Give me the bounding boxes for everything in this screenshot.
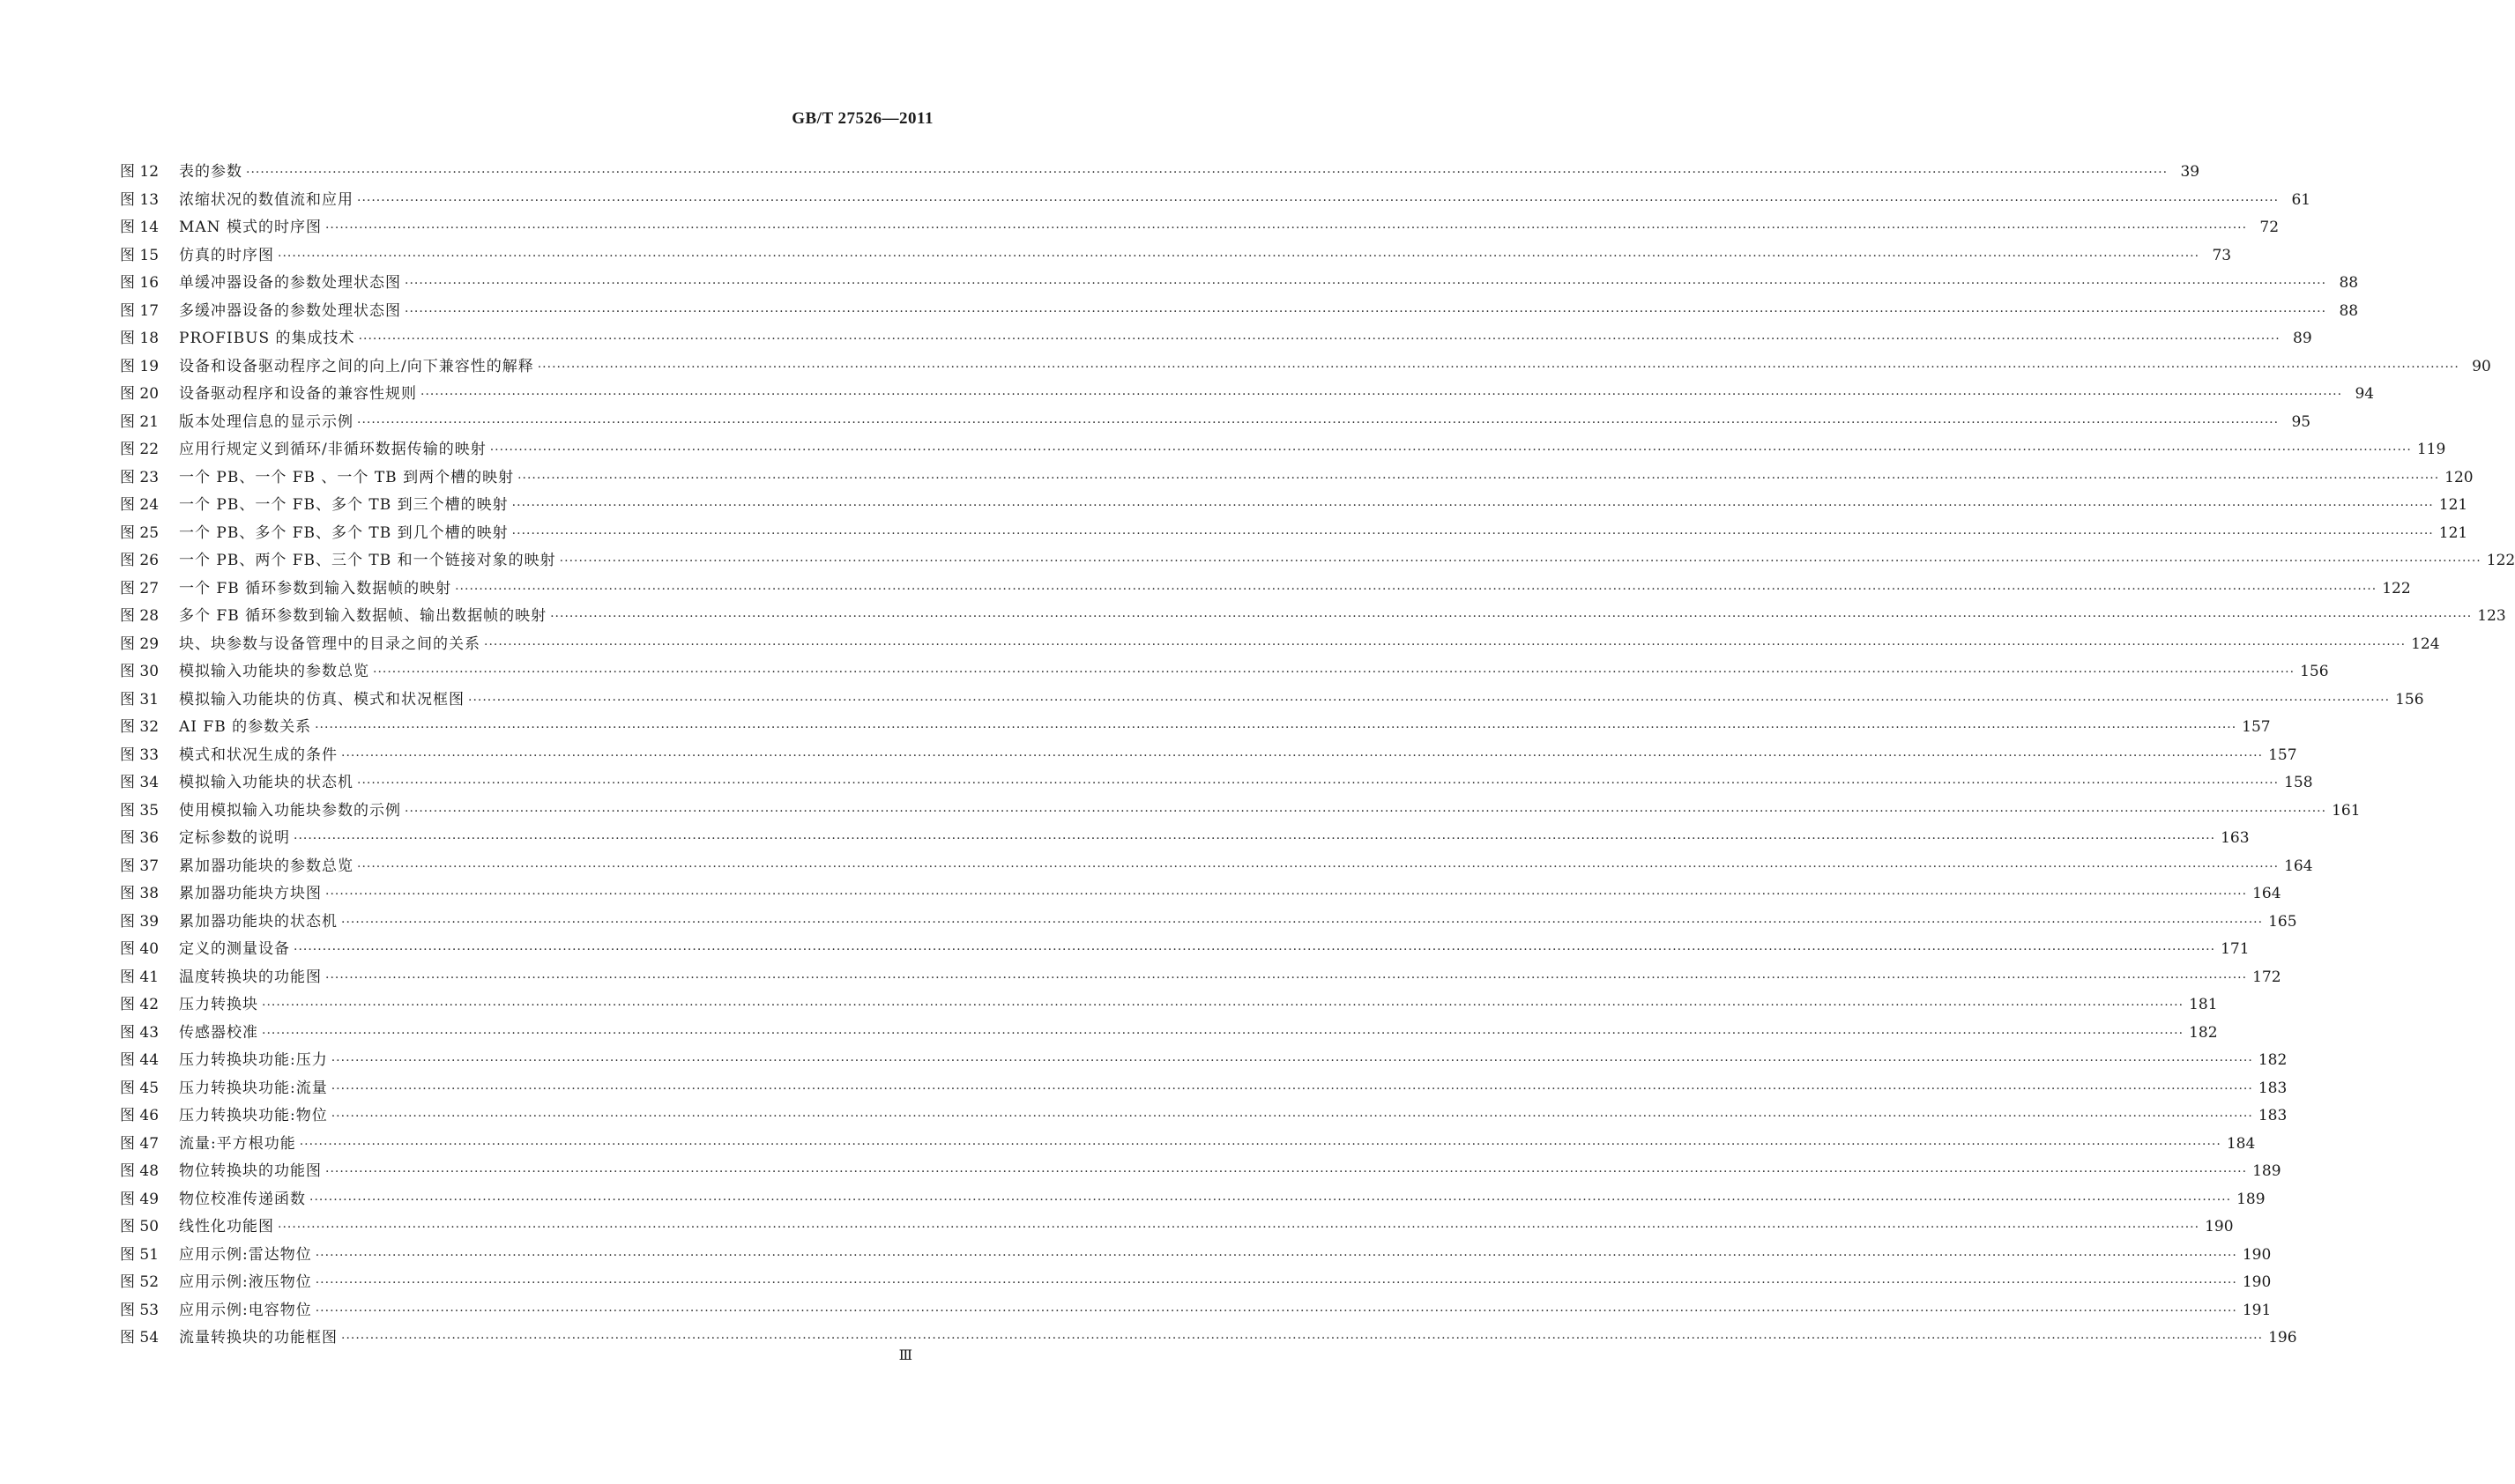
page-number-ref: 121 (2438, 523, 2468, 542)
dot-leader: ················································································································································································································································································································································································································ (405, 304, 2327, 319)
toc-entry[interactable] (120, 187, 2311, 215)
dot-leader: ················································································································································································································································································································································································································ (315, 1276, 2237, 1290)
figure-title: 定义的测量设备 (179, 940, 290, 958)
page-number-ref: 165 (2268, 912, 2297, 931)
dot-leader: ················································································································································································································································································································································································································ (315, 721, 2237, 735)
page-number-ref: 122 (2382, 579, 2411, 597)
dot-leader: ················································································································································································································································································································································································································ (420, 388, 2343, 402)
dot-leader: ················································································································································································································································································································································································································ (559, 554, 2482, 568)
page-number-ref: 171 (2221, 940, 2250, 958)
dot-leader: ················································································································································································································································································································································································································ (405, 277, 2327, 291)
page-number-ref: 157 (2268, 746, 2297, 764)
figure-label: 图 17 (120, 301, 160, 320)
figure-label: 图 35 (120, 801, 160, 820)
toc-entry[interactable] (120, 492, 2468, 520)
dot-leader: ················································································································································································································································································································································································································ (246, 166, 2169, 180)
page-number-ref: 89 (2293, 330, 2312, 347)
dot-leader: ················································································································································································································································································································································································································ (331, 1054, 2253, 1068)
page-number-ref: 190 (2242, 1245, 2272, 1264)
page-number-ref: 189 (2252, 1162, 2281, 1180)
page-number-ref: 181 (2189, 996, 2218, 1013)
figure-label: 图 46 (120, 1107, 160, 1124)
page-number-ref: 183 (2258, 1079, 2288, 1097)
dot-leader: ················································································································································································································································································································································································································ (294, 832, 2216, 846)
figure-label: 图 51 (120, 1245, 160, 1264)
figure-title: 单缓冲器设备的参数处理状态图 (179, 274, 401, 292)
figure-title: 模拟输入功能块的参数总览 (179, 663, 369, 680)
figure-label: 图 26 (120, 552, 160, 569)
page-number-ref: 182 (2258, 1051, 2288, 1069)
page-number-ref: 156 (2395, 690, 2424, 709)
page-number-ref: 182 (2189, 1023, 2218, 1042)
dot-leader: ················································································································································································································································································································································································································ (511, 526, 2434, 541)
figure-title: 应用示例:液压物位 (179, 1273, 312, 1291)
toc-entry[interactable] (120, 409, 2311, 437)
toc-entry[interactable] (120, 1020, 2218, 1048)
figure-label: 图 39 (120, 912, 160, 931)
dot-leader: ················································································································································································································································································································································································································ (405, 804, 2327, 819)
dot-leader: ················································································································································································································································································································································································································ (325, 970, 2248, 985)
dot-leader: ················································································································································································································································································································································································································ (278, 249, 2200, 263)
dot-leader: ················································································································································································································································································································································································································ (517, 471, 2440, 486)
page-number-ref: 119 (2416, 441, 2446, 458)
page-number-ref: 121 (2438, 496, 2468, 514)
dot-leader: ················································································································································································································································································································································································································ (341, 915, 2264, 930)
toc-entry[interactable] (120, 631, 2440, 659)
page-number-ref: 94 (2355, 385, 2375, 403)
dot-leader: ················································································································································································································································································································································································································ (550, 610, 2473, 624)
figure-title: 模式和状况生成的条件 (179, 746, 338, 764)
dot-leader: ················································································································································································································································································································································································································ (278, 1221, 2200, 1235)
figure-label: 图 22 (120, 441, 160, 458)
dot-leader: ················································································································································································································································································································································································································ (331, 1109, 2253, 1124)
figure-label: 图 54 (120, 1329, 160, 1347)
figure-title: 多个 FB 循环参数到输入数据帧、输出数据帧的映射 (179, 607, 547, 625)
page-number-ref: 39 (2180, 163, 2200, 181)
figure-label: 图 29 (120, 634, 160, 653)
figure-label: 图 19 (120, 357, 160, 375)
toc-entry[interactable] (120, 436, 2446, 464)
dot-leader: ················································································································································································································································································································································································································ (511, 499, 2434, 513)
figure-label: 图 38 (120, 885, 160, 902)
figure-label: 图 40 (120, 940, 160, 958)
page-number-ref: 95 (2291, 412, 2311, 431)
figure-title: 一个 PB、一个 FB、多个 TB 到三个槽的映射 (179, 496, 509, 514)
figure-title: 压力转换块功能:物位 (179, 1107, 328, 1124)
toc-entry[interactable] (120, 575, 2411, 604)
figure-label: 图 49 (120, 1190, 160, 1208)
figure-title: 线性化功能图 (179, 1218, 274, 1235)
figure-label: 图 13 (120, 190, 160, 209)
toc-entry[interactable] (120, 1324, 2297, 1353)
dot-leader: ················································································································································································································································································································································································································ (341, 748, 2264, 763)
toc-entry[interactable] (120, 464, 2474, 493)
figure-title: 累加器功能块的状态机 (179, 912, 338, 931)
figure-title: 累加器功能块方块图 (179, 885, 322, 902)
page-number-ref: 88 (2339, 301, 2359, 320)
dot-leader: ················································································································································································································································································································································································································ (455, 582, 2377, 597)
page-number-ref: 164 (2252, 885, 2281, 902)
toc-entry[interactable] (120, 242, 2232, 271)
toc-entry[interactable] (120, 1102, 2288, 1131)
figure-label: 图 52 (120, 1273, 160, 1291)
figure-title: 物位转换块的功能图 (179, 1162, 322, 1180)
figure-label: 图 37 (120, 857, 160, 875)
figure-title: 一个 PB、一个 FB 、一个 TB 到两个槽的映射 (179, 468, 515, 486)
toc-entry[interactable] (120, 270, 2359, 298)
toc-entry[interactable] (120, 853, 2313, 881)
page-number-ref: 72 (2259, 219, 2280, 236)
dot-leader: ················································································································································································································································································································································································································ (357, 193, 2280, 208)
figure-label: 图 15 (120, 246, 160, 264)
figure-label: 图 47 (120, 1134, 160, 1153)
dot-leader: ················································································································································································································································································································································································································ (325, 1165, 2248, 1179)
toc-entry[interactable] (120, 1186, 2266, 1214)
figure-title: 一个 FB 循环参数到输入数据帧的映射 (179, 579, 452, 597)
figure-label: 图 42 (120, 996, 160, 1013)
figure-title: 模拟输入功能块的状态机 (179, 774, 353, 791)
page-number-ref: 161 (2332, 801, 2361, 820)
toc-entry[interactable] (120, 909, 2297, 937)
figure-title: 压力转换块功能:压力 (179, 1051, 328, 1069)
dot-leader: ················································································································································································································································································································································································································ (331, 1081, 2253, 1096)
page-number-ref: 122 (2486, 552, 2515, 569)
figure-title: 使用模拟输入功能块参数的示例 (179, 801, 401, 820)
toc-entry[interactable] (120, 798, 2361, 826)
figure-label: 图 45 (120, 1079, 160, 1097)
toc-entry[interactable] (120, 1242, 2272, 1270)
dot-leader: ················································································································································································································································································································································································································ (315, 1248, 2237, 1263)
toc-entry[interactable] (120, 325, 2312, 353)
figure-label: 图 31 (120, 690, 160, 709)
page-number-ref: 183 (2258, 1107, 2288, 1124)
page-number-ref: 123 (2477, 607, 2506, 625)
figure-label: 图 12 (120, 163, 160, 181)
figure-label: 图 43 (120, 1023, 160, 1042)
page-number-ref: 189 (2236, 1190, 2266, 1208)
figure-title: 应用示例:电容物位 (179, 1301, 312, 1319)
toc-entry[interactable] (120, 1158, 2281, 1186)
figure-title: MAN 模式的时序图 (179, 219, 322, 236)
dot-leader: ················································································································································································································································································································································································································ (484, 637, 2407, 652)
page-number-ref: 157 (2242, 718, 2271, 736)
figure-label: 图 23 (120, 468, 160, 486)
toc-entry[interactable] (120, 381, 2375, 409)
toc-entry[interactable] (120, 298, 2359, 326)
dot-leader: ················································································································································································································································································································································································································ (373, 665, 2295, 679)
page-number-ref: 172 (2252, 968, 2281, 986)
dot-leader: ················································································································································································································································································································································································································ (294, 943, 2216, 957)
toc-entry[interactable] (120, 547, 2515, 575)
figure-title: 应用行规定义到循环/非循环数据传输的映射 (179, 441, 487, 458)
toc-entry[interactable] (120, 880, 2281, 909)
figure-title: 块、块参数与设备管理中的目录之间的关系 (179, 634, 480, 653)
figure-label: 图 21 (120, 412, 160, 431)
dot-leader: ················································································································································································································································································································································································································ (357, 415, 2280, 430)
figure-title: AI FB 的参数关系 (179, 718, 312, 736)
toc-entry[interactable] (120, 1269, 2272, 1297)
figure-label: 图 16 (120, 274, 160, 292)
toc-entry[interactable] (120, 964, 2281, 992)
dot-leader: ················································································································································································································································································································································································································ (468, 693, 2391, 708)
page-number-ref: 158 (2284, 774, 2313, 791)
page-number-ref: 124 (2411, 634, 2440, 653)
page-number-ref: 196 (2268, 1329, 2297, 1347)
figure-label: 图 27 (120, 579, 160, 597)
page-number: Ⅲ (898, 1348, 912, 1363)
toc-entry[interactable] (120, 714, 2271, 742)
dot-leader: ················································································································································································································································································································································································································ (537, 360, 2459, 375)
toc-entry[interactable] (120, 214, 2280, 242)
figure-label: 图 50 (120, 1218, 160, 1235)
figure-title: 压力转换块功能:流量 (179, 1079, 328, 1097)
toc-entry[interactable] (120, 1075, 2288, 1103)
dot-leader: ················································································································································································································································································································································································································ (341, 1332, 2264, 1346)
figure-label: 图 30 (120, 663, 160, 680)
toc-entry[interactable] (120, 1213, 2234, 1242)
page-number-ref: 190 (2242, 1273, 2272, 1291)
page-number-ref: 88 (2339, 274, 2359, 292)
figure-title: 模拟输入功能块的仿真、模式和状况框图 (179, 690, 465, 709)
figure-title: PROFIBUS 的集成技术 (179, 330, 355, 347)
toc-entry[interactable] (120, 1297, 2272, 1325)
figure-title: 仿真的时序图 (179, 246, 274, 264)
figure-list (120, 159, 2515, 1353)
figure-label: 图 32 (120, 718, 160, 736)
dot-leader: ················································································································································································································································································································································································································ (357, 859, 2280, 874)
toc-entry[interactable] (120, 353, 2491, 382)
toc-entry[interactable] (120, 159, 2200, 187)
toc-entry[interactable] (120, 825, 2250, 853)
dot-leader: ················································································································································································································································································································································································································ (262, 998, 2184, 1013)
dot-leader: ················································································································································································································································································································································································································ (358, 332, 2281, 346)
figure-title: 流量转换块的功能框图 (179, 1329, 338, 1347)
page-number-ref: 73 (2212, 246, 2232, 264)
dot-leader: ················································································································································································································································································································································································································ (309, 1192, 2232, 1207)
figure-label: 图 53 (120, 1301, 160, 1319)
figure-title: 版本处理信息的显示示例 (179, 412, 353, 431)
page-number-ref: 191 (2242, 1301, 2272, 1319)
dot-leader: ················································································································································································································································································································································································································ (315, 1303, 2237, 1318)
figure-label: 图 14 (120, 219, 160, 236)
dot-leader: ················································································································································································································································································································································································································ (325, 887, 2248, 902)
figure-title: 多缓冲器设备的参数处理状态图 (179, 301, 401, 320)
figure-title: 温度转换块的功能图 (179, 968, 322, 986)
figure-title: 流量:平方根功能 (179, 1134, 296, 1153)
toc-entry[interactable] (120, 603, 2506, 631)
dot-leader: ················································································································································································································································································································································································································ (357, 776, 2280, 790)
figure-title: 设备和设备驱动程序之间的向上/向下兼容性的解释 (179, 357, 534, 375)
page-number-ref: 190 (2205, 1218, 2234, 1235)
toc-entry[interactable] (120, 936, 2250, 964)
figure-title: 一个 PB、两个 FB、三个 TB 和一个链接对象的映射 (179, 552, 556, 569)
page-number-ref: 61 (2291, 190, 2311, 209)
figure-label: 图 18 (120, 330, 160, 347)
page-number-ref: 90 (2472, 357, 2491, 375)
dot-leader: ················································································································································································································································································································································································································ (262, 1026, 2184, 1041)
standard-code: GB/T 27526—2011 (792, 109, 934, 128)
figure-title: 一个 PB、多个 FB、多个 TB 到几个槽的映射 (179, 523, 509, 542)
figure-title: 传感器校准 (179, 1023, 258, 1042)
figure-label: 图 48 (120, 1162, 160, 1180)
toc-entry[interactable] (120, 1047, 2288, 1075)
toc-entry[interactable] (120, 991, 2218, 1020)
toc-entry[interactable] (120, 1131, 2256, 1159)
figure-label: 图 41 (120, 968, 160, 986)
dot-leader: ················································································································································································································································································································································································································ (489, 443, 2412, 457)
figure-label: 图 36 (120, 829, 160, 847)
figure-title: 定标参数的说明 (179, 829, 290, 847)
toc-entry[interactable] (120, 742, 2297, 770)
figure-title: 压力转换块 (179, 996, 258, 1013)
figure-label: 图 44 (120, 1051, 160, 1069)
dot-leader: ················································································································································································································································································································································································································ (299, 1137, 2221, 1152)
figure-label: 图 34 (120, 774, 160, 791)
toc-entry[interactable] (120, 658, 2329, 686)
figure-label: 图 28 (120, 607, 160, 625)
figure-label: 图 20 (120, 385, 160, 403)
dot-leader: ················································································································································································································································································································································································································ (324, 221, 2248, 235)
page-number-ref: 163 (2221, 829, 2250, 847)
figure-label: 图 33 (120, 746, 160, 764)
page-number-ref: 156 (2300, 663, 2329, 680)
toc-entry[interactable] (120, 686, 2424, 715)
figure-title: 物位校准传递函数 (179, 1190, 306, 1208)
figure-title: 设备驱动程序和设备的兼容性规则 (179, 385, 417, 403)
toc-entry[interactable] (120, 769, 2313, 798)
page-number-ref: 184 (2226, 1134, 2256, 1153)
figure-label: 图 24 (120, 496, 160, 514)
figure-title: 浓缩状况的数值流和应用 (179, 190, 353, 209)
page-number-ref: 120 (2444, 468, 2474, 486)
figure-title: 应用示例:雷达物位 (179, 1245, 312, 1264)
figure-title: 表的参数 (179, 163, 242, 181)
page-number-ref: 164 (2284, 857, 2313, 875)
figure-title: 累加器功能块的参数总览 (179, 857, 353, 875)
figure-label: 图 25 (120, 523, 160, 542)
toc-entry[interactable] (120, 520, 2468, 548)
